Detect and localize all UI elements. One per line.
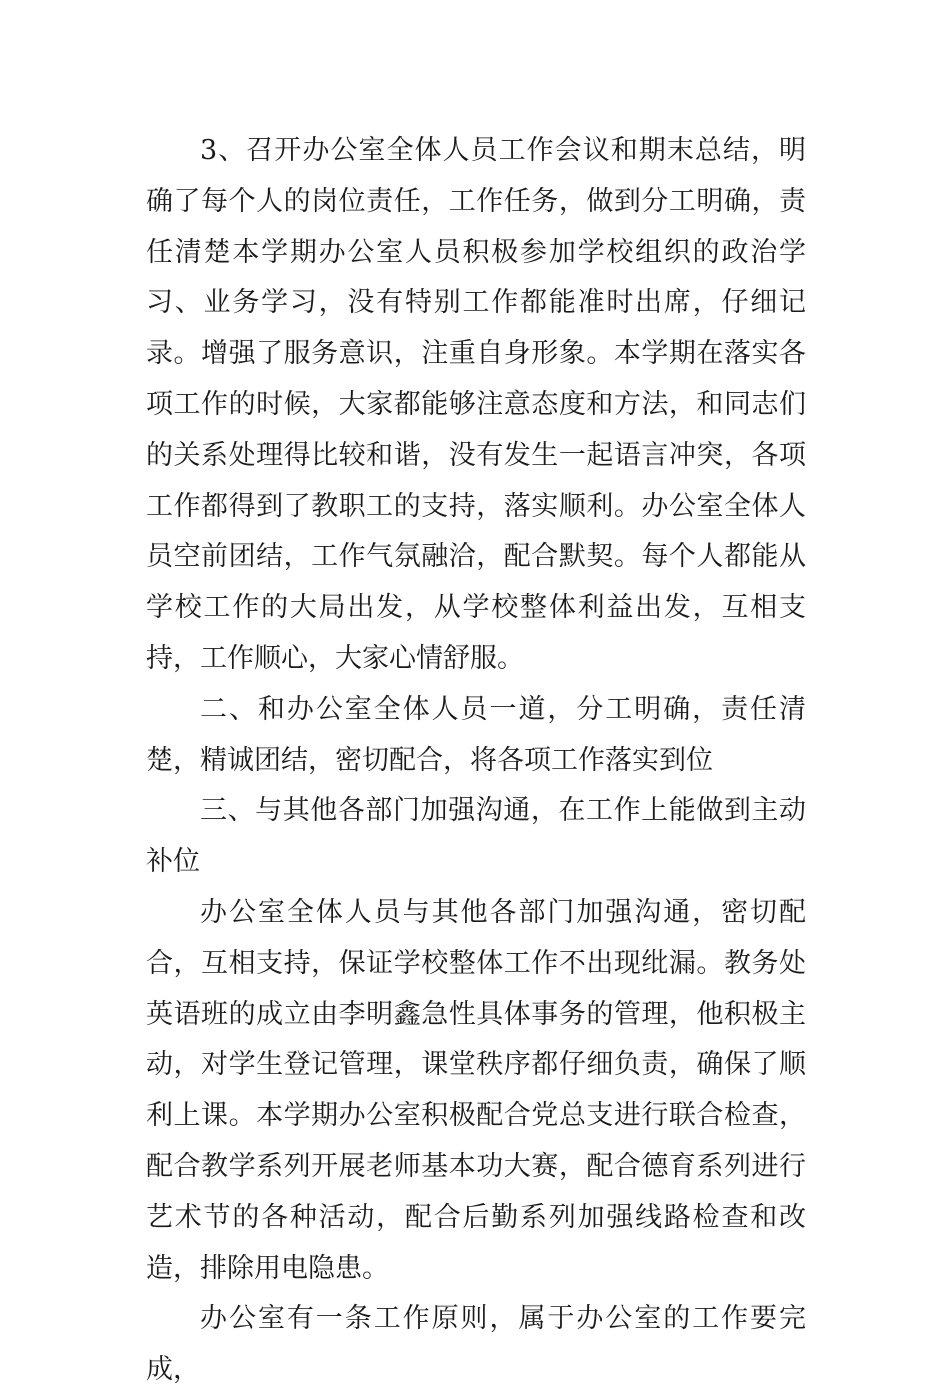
paragraph-department-cooperation: 办公室全体人员与其他各部门加强沟通，密切配合，互相支持，保证学校整体工作不出现纰漏。教务处英语班的成立由李明鑫急性具体事务的管理，他积极主动，对学生登记管理，课堂秩序都仔细负责，确保了顺利上课。本学期办公室积极配合党总支进行联合检查，配合教学系列开展老师基本功大赛，配合德育系列进行艺术节的各种活动，配合后勤系列加强线路检查和改造，排除用电隐患。 <box>146 896 806 1284</box>
document-body <box>146 126 806 1396</box>
paragraph-meeting-summary: 3、召开办公室全体人员工作会议和期末总结，明确了每个人的岗位责任，工作任务，做到分工明确，责任清楚本学期办公室人员积极参加学校组织的政治学习、业务学习，没有特别工作都能准时出席，仔细记录。增强了服务意识，注重自身形象。本学期在落实各项工作的时候，大家都能够注意态度和方法，和同志们的关系处理得比较和谐，没有发生一起语言冲突，各项工作都得到了教职工的支持，落实顺利。办公室全体人员空前团结，工作气氛融洽，配合默契。每个人都能从学校工作的大局出发，从学校整体利益出发，互相支持，工作顺心，大家心情舒服。 <box>146 135 806 674</box>
paragraph-section-three-heading: 三、与其他各部门加强沟通，在工作上能做到主动补位 <box>146 795 806 878</box>
paragraph-work-principle: 办公室有一条工作原则，属于办公室的工作要完成， <box>146 1303 806 1386</box>
paragraph-section-two-heading: 二、和办公室全体人员一道，分工明确，责任清楚，精诚团结，密切配合，将各项工作落实到位 <box>146 693 806 776</box>
